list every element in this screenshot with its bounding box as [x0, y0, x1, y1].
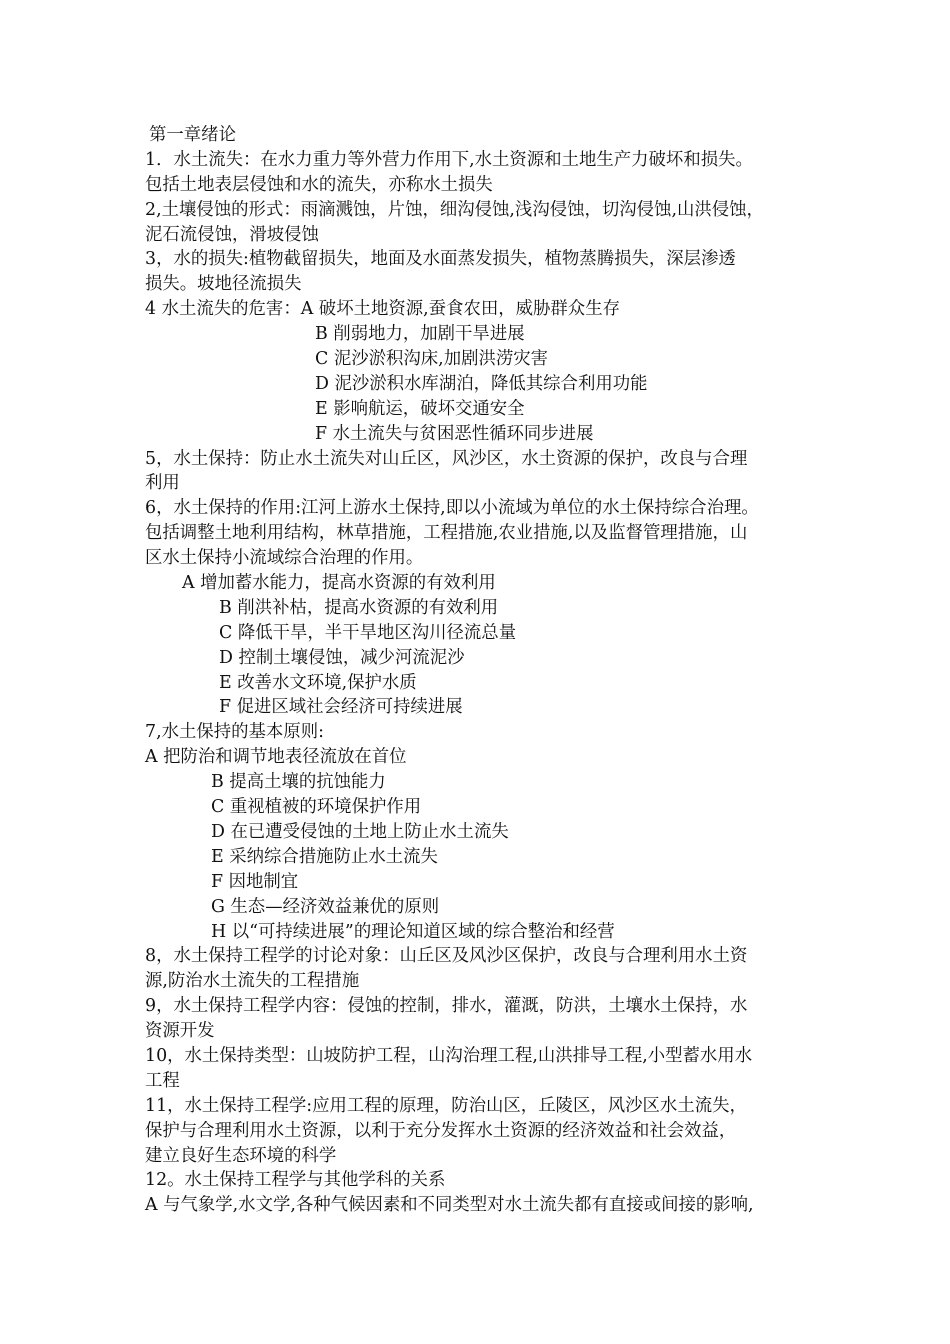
list-item: A 增加蓄水能力，提高水资源的有效利用 [182, 573, 496, 594]
paragraph-line: 损失。坡地径流损失 [145, 274, 302, 295]
paragraph-line: 12。水土保持工程学与其他学科的关系 [145, 1170, 446, 1191]
paragraph-line: 包括土地表层侵蚀和水的流失，亦称水土损失 [145, 174, 493, 195]
list-item: B 提高土壤的抗蚀能力 [211, 772, 386, 793]
list-item: B 削洪补枯，提高水资源的有效利用 [219, 597, 499, 618]
list-item: C 泥沙淤积沟床,加剧洪涝灾害 [315, 349, 549, 370]
paragraph-line: A 与气象学,水文学,各种气候因素和不同类型对水土流失都有直接或间接的影响, [145, 1195, 754, 1216]
paragraph-line: 工程 [145, 1070, 180, 1091]
document-page [145, 123, 815, 1218]
list-item: E 改善水文环境,保护水质 [219, 672, 417, 693]
list-item: H 以“可持续进展”的理论知道区域的综合整治和经营 [211, 921, 615, 942]
list-item: D 在已遭受侵蚀的土地上防止水土流失 [211, 821, 509, 842]
chapter-title: 第一章绪论 [149, 125, 236, 145]
paragraph-line: 建立良好生态环境的科学 [145, 1145, 337, 1166]
paragraph-line: 9，水土保持工程学内容：侵蚀的控制，排水，灌溉，防洪，土壤水土保持，水 [145, 996, 748, 1017]
paragraph-line: 11，水土保持工程学:应用工程的原理，防治山区，丘陵区，风沙区水土流失， [145, 1095, 747, 1116]
paragraph-line: 10，水土保持类型：山坡防护工程，山沟治理工程,山洪排导工程,小型蓄水用水 [145, 1045, 753, 1066]
paragraph-line: 5，水土保持：防止水土流失对山丘区，风沙区，水土资源的保护，改良与合理 [145, 448, 748, 469]
list-item: F 因地制宜 [211, 871, 299, 892]
list-item: E 影响航运，破坏交通安全 [315, 398, 525, 419]
list-item: C 降低干旱，半干旱地区沟川径流总量 [219, 622, 517, 643]
paragraph-line: 资源开发 [145, 1021, 215, 1042]
list-item: A 把防治和调节地表径流放在首位 [145, 747, 407, 768]
list-item: F 水土流失与贫困恶性循环同步进展 [315, 423, 594, 444]
list-item: D 泥沙淤积水库湖泊，降低其综合利用功能 [315, 373, 648, 394]
list-item: C 重视植被的环境保护作用 [211, 797, 422, 818]
list-item: D 控制土壤侵蚀，减少河流泥沙 [219, 647, 465, 668]
paragraph-line: 8，水土保持工程学的讨论对象：山丘区及风沙区保护，改良与合理利用水土资 [145, 946, 748, 967]
list-item: F 促进区域社会经济可持续进展 [219, 697, 463, 718]
paragraph-line: 源,防治水土流失的工程措施 [145, 971, 360, 992]
list-item: B 削弱地力，加剧干旱进展 [315, 324, 525, 345]
paragraph-line: 1．水土流失：在水力重力等外营力作用下,水土资源和土地生产力破坏和损失。 [145, 149, 753, 170]
list-item: E 采纳综合措施防止水土流失 [211, 846, 438, 867]
paragraph-line: 6，水土保持的作用:江河上游水土保持,即以小流域为单位的水土保持综合治理。 [145, 498, 759, 519]
paragraph-line: 泥石流侵蚀，滑坡侵蚀 [145, 224, 319, 245]
section-lead: 4 水土流失的危害：A 破坏土地资源,蚕食农田，威胁群众生存 [145, 299, 620, 320]
paragraph-line: 区水土保持小流域综合治理的作用。 [145, 548, 424, 569]
paragraph-line: 2,土壤侵蚀的形式：雨滴溅蚀，片蚀，细沟侵蚀,浅沟侵蚀，切沟侵蚀,山洪侵蚀， [145, 199, 764, 220]
paragraph-line: 包括调整土地利用结构，林草措施，工程措施,农业措施,以及监督管理措施，山 [145, 523, 748, 544]
paragraph-line: 3，水的损失:植物截留损失，地面及水面蒸发损失，植物蒸腾损失，深层渗透 [145, 249, 736, 270]
paragraph-line: 保护与合理利用水土资源，以利于充分发挥水土资源的经济效益和社会效益， [145, 1120, 737, 1141]
section-lead: 7,水土保持的基本原则: [145, 722, 324, 743]
paragraph-line: 利用 [145, 473, 180, 494]
list-item: G 生态—经济效益兼优的原则 [211, 896, 440, 917]
